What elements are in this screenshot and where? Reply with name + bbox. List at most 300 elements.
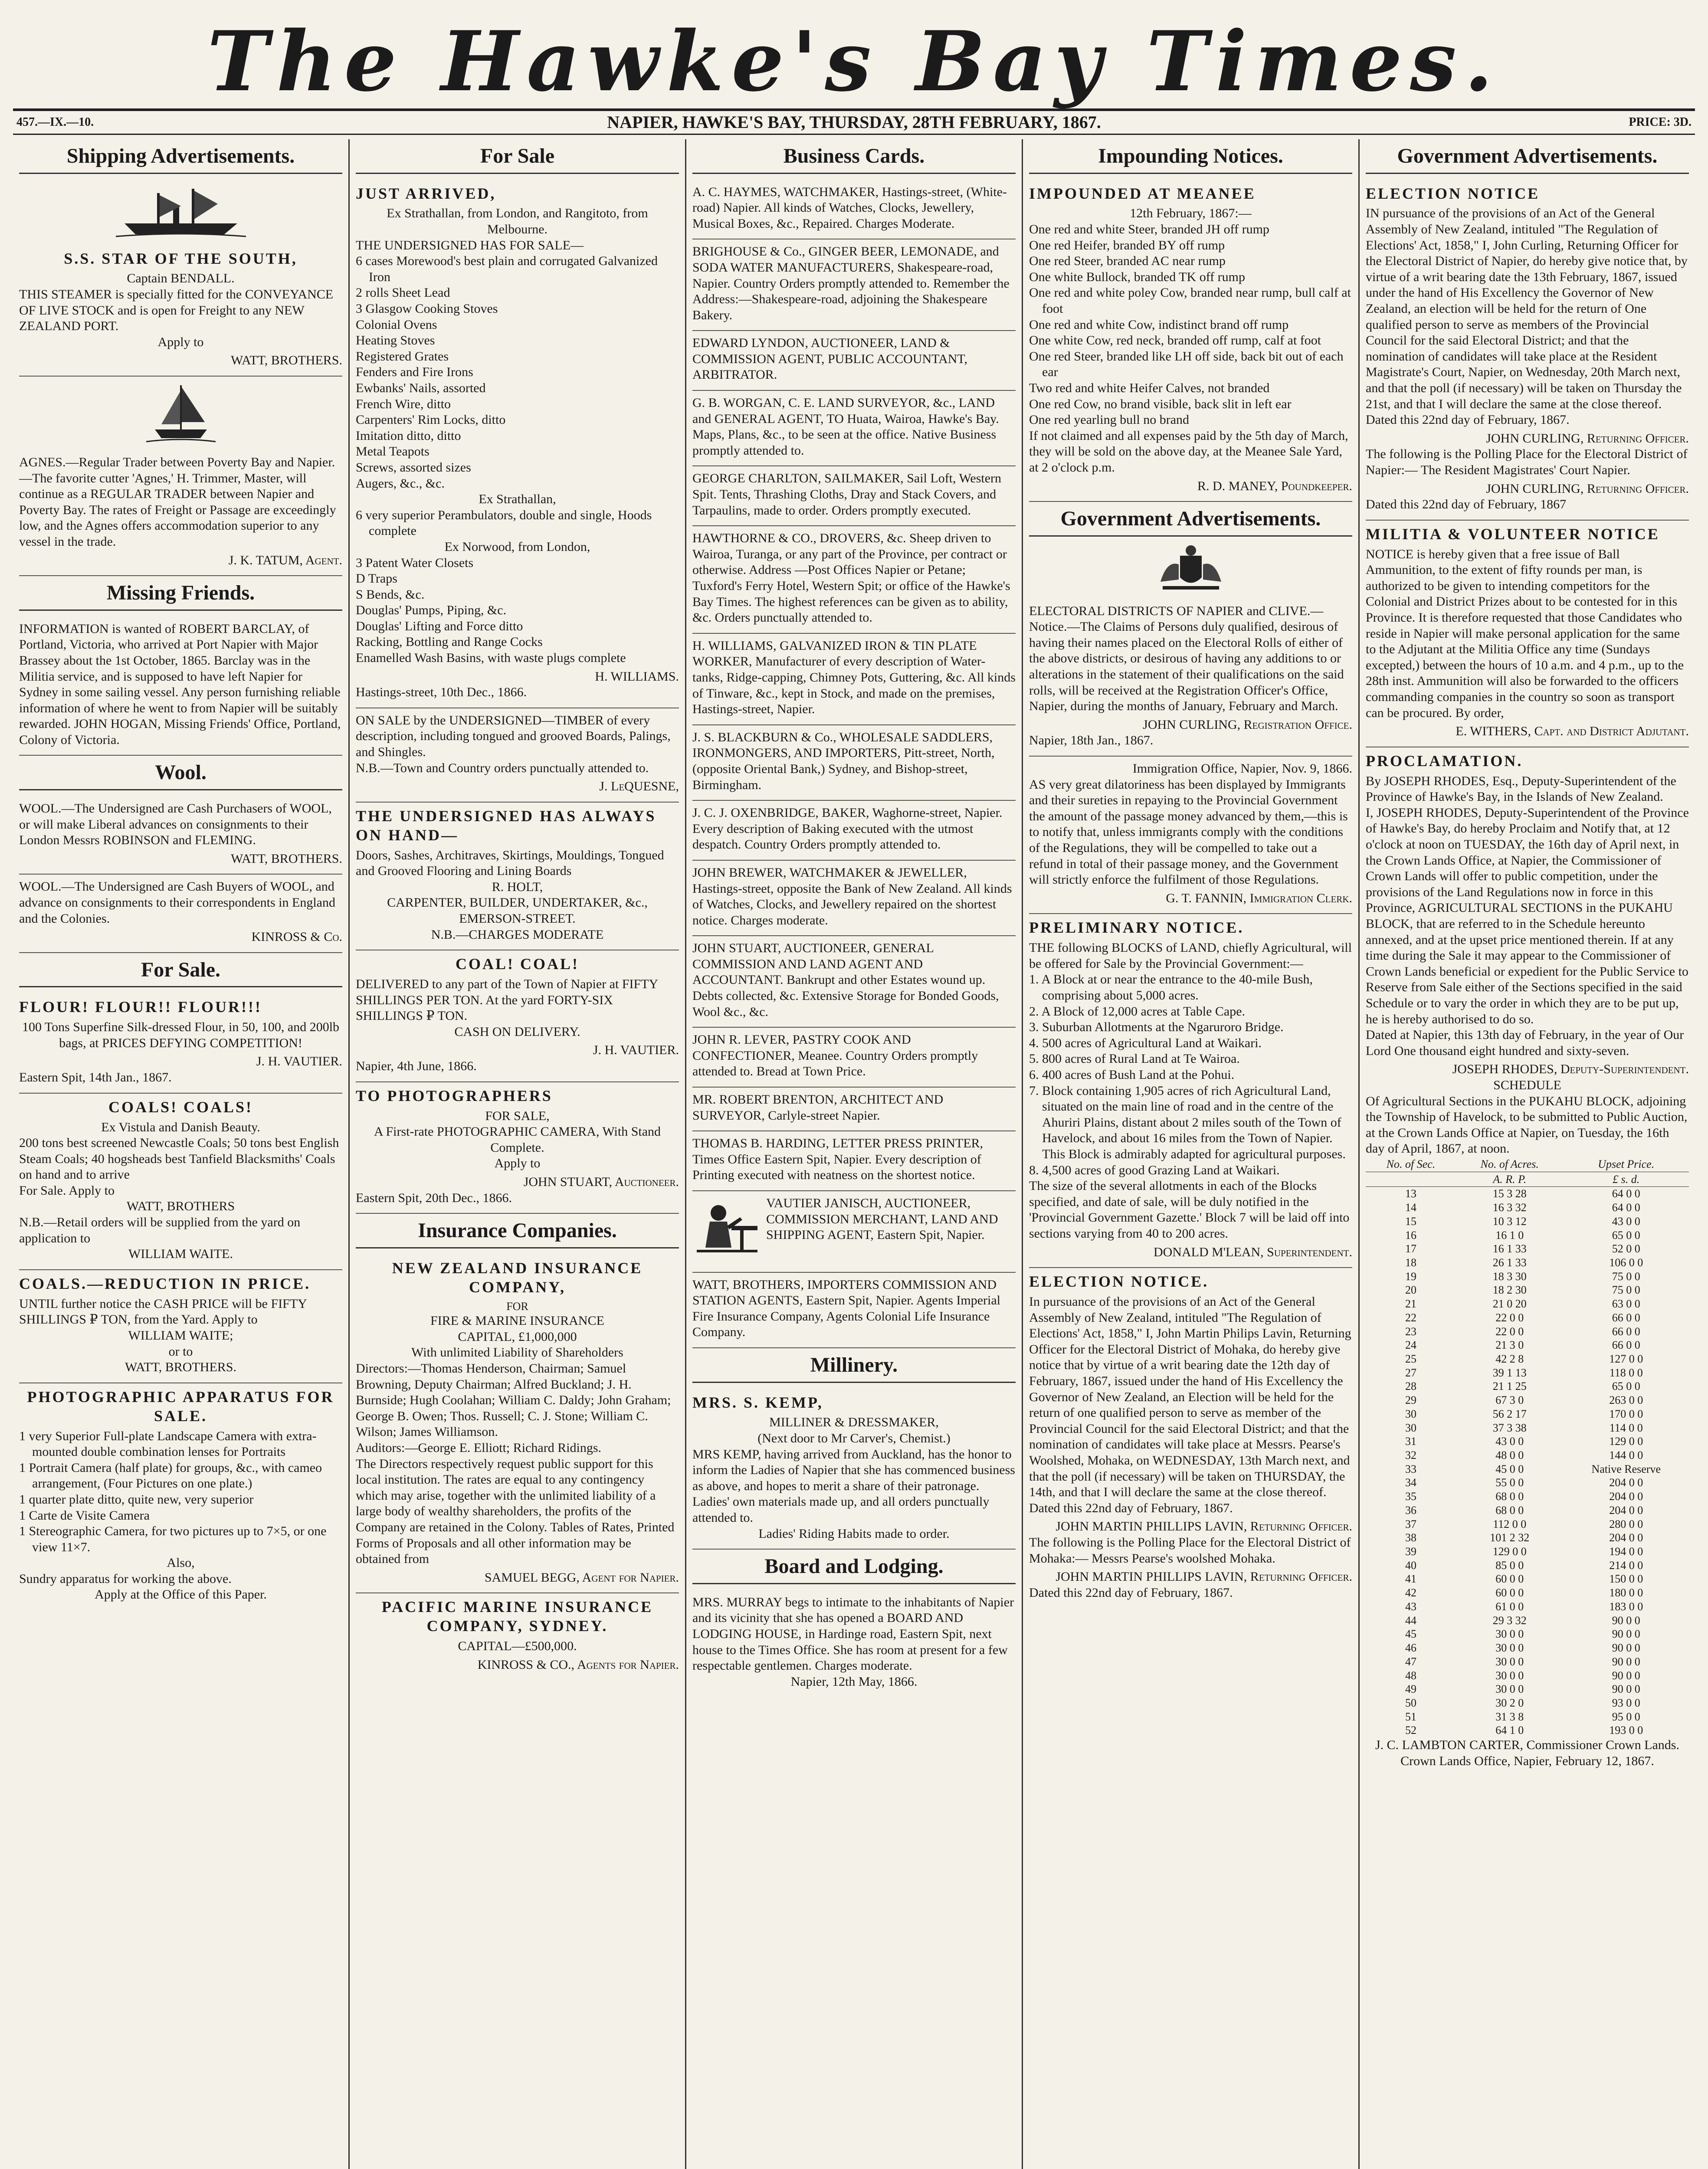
ad-body: UNTIL further notice the CASH PRICE will be FIFTY SHILLINGS ₽ TON, from the Yard. Apply to — [19, 1296, 307, 1327]
table-row — [1366, 1229, 1689, 1242]
list-item: Ewbanks' Nails, assorted — [356, 380, 486, 395]
dateline — [13, 108, 1695, 135]
ad-to-photographers — [356, 1082, 679, 1214]
ad-note: N.B.—CHARGES MODERATE — [431, 927, 604, 942]
table-cell: 18 2 30 — [1492, 1284, 1527, 1297]
section-title-wool: Wool. — [19, 756, 342, 790]
business-card: J. C. J. OXENBRIDGE, BAKER, Waghorne-street, Napier. Every description of Baking executed with the utmost despatch. Country Orders promptly attended to. — [692, 801, 1016, 861]
list-item: S Bends, &c. — [356, 587, 425, 602]
table-cell: 204 0 0 — [1609, 1504, 1643, 1517]
ad-agnes — [19, 450, 342, 576]
table-cell: 90 0 0 — [1612, 1614, 1640, 1627]
list-item: One red yearling bull no brand — [1029, 413, 1190, 427]
ad-signature: R. D. MANEY, Poundkeeper. — [1197, 478, 1352, 493]
ad-heading: ELECTION NOTICE. — [1029, 1273, 1209, 1291]
ad-note: Ladies' own materials made up, and all orders punctually attended to. — [692, 1494, 990, 1525]
masthead — [13, 0, 1695, 108]
ad-body: Doors, Sashes, Architraves, Skirtings, Mouldings, Tongued and Grooved Flooring and Lining Boards — [356, 848, 664, 878]
ad-list — [356, 253, 679, 491]
list-item: 6. 400 acres of Bush Land at the Pohui. — [1029, 1068, 1235, 1082]
table-cell: 48 — [1405, 1669, 1417, 1682]
list-item: 3. Suburban Allotments at the Ngaruroro Bridge. — [1029, 1020, 1284, 1035]
table-cell: 31 — [1405, 1435, 1417, 1448]
business-card: EDWARD LYNDON, AUCTIONEER, LAND & COMMISSION AGENT, PUBLIC ACCOUNTANT, ARBITRATOR. — [692, 331, 1016, 391]
list-item: D Traps — [356, 571, 397, 586]
ad-list — [356, 508, 679, 539]
table-cell: 127 0 0 — [1609, 1352, 1643, 1365]
business-card: THOMAS B. HARDING, LETTER PRESS PRINTER, Times Office Eastern Spit, Napier. Every description of Printing executed with neatness on the shortest notice. — [692, 1131, 1016, 1191]
ad-signature: H. WILLIAMS. — [595, 669, 679, 684]
ad-subheading: Ex Strathallan, — [479, 492, 556, 507]
ad-heading: IMPOUNDED AT MEANEE — [1029, 184, 1256, 202]
table-row — [1366, 1655, 1689, 1669]
table-cell: 41 — [1405, 1573, 1417, 1586]
table-row — [1366, 1256, 1689, 1270]
section-title-government: Government Advertisements. — [1366, 139, 1689, 174]
ad-by: By JOSEPH RHODES, Esq., Deputy-Superintendent of the Province of Hawke's Bay, in the Islands of New Zealand. — [1366, 773, 1676, 804]
ad-body: ELECTORAL DISTRICTS OF NAPIER and CLIVE.—Notice.—The Claims of Persons duly qualified, desirous of having their names placed on the Electoral Rolls of either of the above districts, or desirous of having any additions to or alterations in the statement of their qualifications on the said rolls, will be received at the Registration Officer's Office, Napier, during the months of January, February and March. — [1029, 603, 1344, 714]
list-item: Douglas' Pumps, Piping, &c. — [356, 603, 507, 618]
ad-body: 100 Tons Superfine Silk-dressed Flour, in 50, 100, and 200lb bags, at PRICES DEFYING COMPETITION! — [22, 1020, 340, 1050]
table-cell: 150 0 0 — [1609, 1573, 1643, 1586]
table-cell: 17 — [1405, 1242, 1417, 1255]
table-cell: 180 0 0 — [1609, 1586, 1643, 1599]
table-cell: 75 0 0 — [1612, 1284, 1640, 1297]
ad-star-of-south — [19, 245, 342, 377]
ad-list — [1029, 222, 1352, 428]
list-item: One red and white Steer, branded JH off rump — [1029, 222, 1269, 237]
table-cell: 37 3 38 — [1492, 1421, 1527, 1434]
table-cell: 14 — [1405, 1201, 1417, 1214]
list-item: 2 rolls Sheet Lead — [356, 285, 450, 300]
column-5 — [1360, 139, 1695, 2169]
ad-auditors: Auditors:—George E. Elliott; Richard Ridings. — [356, 1440, 602, 1455]
list-item: Douglas' Lifting and Force ditto — [356, 619, 523, 633]
ad-apply: For Sale. Apply to — [19, 1183, 115, 1198]
ad-heading: S.S. STAR OF THE SOUTH, — [64, 249, 298, 267]
list-item: Two red and white Heifer Calves, not branded — [1029, 380, 1270, 395]
table-cell: 65 0 0 — [1612, 1380, 1640, 1393]
table-row — [1366, 1325, 1689, 1339]
table-row — [1366, 1614, 1689, 1628]
table-row — [1366, 1531, 1689, 1545]
ad-date: Napier, 18th Jan., 1867. — [1029, 733, 1154, 748]
table-cell: 44 — [1405, 1614, 1417, 1627]
section-title-shipping: Shipping Advertisements. — [19, 139, 342, 174]
ad-date: Napier, 4th June, 1866. — [356, 1059, 477, 1074]
ad-list — [19, 1429, 342, 1587]
ad-signature: JOHN STUART, Auctioneer. — [523, 1174, 679, 1189]
list-item: 6 cases Morewood's best plain and corrugated Galvanized Iron — [356, 254, 658, 284]
table-subheader-row — [1366, 1172, 1689, 1187]
table-header: No. of Acres. — [1456, 1157, 1563, 1172]
table-cell: 64 0 0 — [1612, 1187, 1640, 1200]
ad-note: CASH ON DELIVERY. — [454, 1024, 580, 1039]
table-row — [1366, 1462, 1689, 1476]
ad-subheading: FIRE & MARINE INSURANCE — [430, 1314, 604, 1328]
list-item: 5. 800 acres of Rural Land at Te Wairoa. — [1029, 1052, 1240, 1066]
table-header: Upset Price. — [1563, 1157, 1689, 1172]
table-cell: 35 — [1405, 1490, 1417, 1503]
business-card: BRIGHOUSE & Co., GINGER BEER, LEMONADE, and SODA WATER MANUFACTURERS, Shakespeare-road, Napier. Country Orders promptly attended to. Remember the Address:—Shakespeare-road, adjoining the Shakespeare Bakery. — [692, 239, 1016, 331]
table-cell: 61 0 0 — [1495, 1600, 1524, 1613]
table-cell: 204 0 0 — [1609, 1490, 1643, 1503]
place-date: NAPIER, HAWKE'S BAY, THURSDAY, 28TH FEBRUARY, 1867. — [607, 112, 1101, 132]
ad-heading: TO PHOTOGRAPHERS — [356, 1087, 553, 1104]
ad-heading: MRS. S. KEMP, — [692, 1393, 823, 1411]
ad-just-arrived — [356, 180, 679, 708]
ad-wool-2 — [19, 875, 342, 953]
table-cell: 63 0 0 — [1612, 1297, 1640, 1311]
ad-election-napier — [1366, 180, 1689, 521]
ad-immigration — [1029, 757, 1352, 914]
table-cell: 36 — [1405, 1504, 1417, 1517]
table-cell: 39 — [1405, 1545, 1417, 1558]
list-item: Also, — [167, 1556, 195, 1570]
ad-flour — [19, 993, 342, 1093]
column-2 — [350, 139, 686, 2169]
ad-subheading: Ex Norwood, from London, — [444, 539, 590, 554]
table-cell: 75 0 0 — [1612, 1270, 1640, 1283]
ad-body: NOTICE is hereby given that a free issue of Ball Ammunition, to the extent of fifty rounds per man, is authorized to be given to intending competitors for the Colonial and District Prizes about to be contested for in this Province. It is therefore requested that those Candidates who reside in Napier will make personal application for the same to the Adjutant at the Militia Office any time (Sundays excepted,) between the hours of 10 a.m. and 4 p.m., up to the 28th inst. Ammunition will also be forwarded to the officers commanding companies in the country so soon as transport can be procured. By order, — [1366, 547, 1684, 720]
table-cell: 68 0 0 — [1495, 1504, 1524, 1517]
table-cell: 60 0 0 — [1495, 1586, 1524, 1599]
table-cell: 48 0 0 — [1495, 1449, 1524, 1462]
table-cell: 28 — [1405, 1380, 1417, 1393]
ad-militia — [1366, 521, 1689, 747]
list-item: One red Heifer, branded BY off rump — [1029, 238, 1225, 252]
list-item: Metal Teapots — [356, 444, 429, 459]
list-item: 3 Patent Water Closets — [356, 555, 474, 570]
list-item: 7. Block containing 1,905 acres of rich Agricultural Land, situated on the main line of road and in the centre of the Ahuriri Plains, distant about 2 miles south of the Town of Havelock, and about 16 miles from the Town of Napier. This Block is admirably adapted for agricultural purposes. — [1029, 1083, 1346, 1161]
table-cell: 22 — [1405, 1311, 1417, 1324]
table-cell: 95 0 0 — [1612, 1710, 1640, 1723]
list-item: Fenders and Fire Irons — [356, 365, 473, 380]
table-cell: 30 0 0 — [1495, 1669, 1524, 1682]
schedule-heading: SCHEDULE — [1493, 1078, 1561, 1092]
ad-signature: J. H. VAUTIER. — [593, 1043, 679, 1058]
ad-preliminary-notice — [1029, 914, 1352, 1268]
ad-date: Dated this 22nd day of February, 1867 — [1366, 497, 1567, 512]
schedule-table-body — [1366, 1187, 1689, 1737]
table-cell: 23 — [1405, 1325, 1417, 1338]
list-item: 8. 4,500 acres of good Grazing Land at Waikari. — [1029, 1163, 1280, 1177]
ad-heading: COALS! COALS! — [108, 1098, 253, 1116]
table-cell: 18 3 30 — [1492, 1270, 1527, 1283]
table-cell: 15 — [1405, 1215, 1417, 1228]
ad-impounded — [1029, 180, 1352, 502]
ad-dated: Dated at Napier, this 13th day of February, in the year of Our Lord One thousand eight hundred and sixty-seven. — [1366, 1028, 1684, 1058]
ad-poll: The following is the Polling Place for the Electoral District of Napier:— The Resident Magistrates' Court Napier. — [1366, 447, 1688, 477]
table-row — [1366, 1696, 1689, 1710]
ad-note: N.B.—Retail orders will be supplied from the yard on application to — [19, 1215, 301, 1245]
ad-electoral-districts — [1029, 599, 1352, 757]
section-title-board-lodging: Board and Lodging. — [692, 1550, 1016, 1584]
ad-heading: NEW ZEALAND INSURANCE COMPANY, — [392, 1259, 643, 1296]
table-cell: 30 0 0 — [1495, 1655, 1524, 1668]
table-cell: 43 0 0 — [1612, 1215, 1640, 1228]
table-row — [1366, 1586, 1689, 1600]
table-cell: 112 0 0 — [1493, 1517, 1527, 1530]
schedule-date: Crown Lands Office, Napier, February 12, 1867. — [1400, 1753, 1654, 1768]
ad-directors: Directors:—Thomas Henderson, Chairman; Samuel Browning, Deputy Chairman; Alfred Buckland; J. H. Burnside; Hugh Coolahan; William C. Daldy; John Graham; George B. Owen; Thos. Russell; C. J. Stone; William C. Wilson; James Williamson. — [356, 1361, 671, 1439]
table-cell: 49 — [1405, 1683, 1417, 1696]
table-subheader: A. R. P. — [1456, 1172, 1563, 1187]
table-cell: 10 3 12 — [1492, 1215, 1527, 1228]
schedule-table — [1366, 1157, 1689, 1737]
table-cell: 90 0 0 — [1612, 1628, 1640, 1641]
ad-signature: WILLIAM WAITE. — [128, 1247, 233, 1261]
list-item: 2. A Block of 12,000 acres at Table Cape. — [1029, 1004, 1246, 1019]
ad-heading: MILITIA & VOLUNTEER NOTICE — [1366, 525, 1660, 543]
ad-body: THIS STEAMER is specially fitted for the CONVEYANCE OF LIVE STOCK and is open for Freight to any NEW ZEALAND PORT. — [19, 287, 334, 334]
table-cell: 22 0 0 — [1495, 1311, 1524, 1324]
table-cell: 20 — [1405, 1284, 1417, 1297]
ad-capital: CAPITAL, £1,000,000 — [458, 1329, 577, 1344]
ad-coal — [356, 950, 679, 1082]
price: PRICE: 3D. — [1629, 115, 1692, 129]
table-row — [1366, 1627, 1689, 1641]
table-row — [1366, 1723, 1689, 1737]
ad-signature: R. HOLT, — [492, 879, 543, 894]
ad-heading: PACIFIC MARINE INSURANCE COMPANY, SYDNEY. — [381, 1598, 653, 1635]
ad-date: Eastern Spit, 20th Dec., 1866. — [356, 1190, 512, 1205]
table-cell: 18 — [1405, 1256, 1417, 1269]
ad-intro: THE UNDERSIGNED HAS FOR SALE— — [356, 238, 584, 252]
business-card-auctioneer — [692, 1191, 1016, 1273]
auctioneer-illustration-icon — [692, 1196, 762, 1265]
ad-signature: KINROSS & CO., Agents for Napier. — [477, 1657, 679, 1672]
list-item: One red Cow, no brand visible, back slit in left ear — [1029, 396, 1292, 411]
table-cell: 118 0 0 — [1609, 1366, 1643, 1379]
table-cell: 34 — [1405, 1476, 1417, 1489]
table-row — [1366, 1338, 1689, 1352]
ad-body: I, JOSEPH RHODES, Deputy-Superintendent of the Province of Hawke's Bay, do hereby Proclaim and Notify that, at 12 o'clock at noon on TUESDAY, the 16th day of April next, in the Crown Lands Office, at Napier, the Commissioner of Crown Lands will offer to public competition, under the provisions of the Land Regulations now in force in this Province, AGRICULTURAL SECTIONS in the PUKAHU BLOCK, that are referred to in the Schedule hereunto annexed, and at the upset price mentioned therein. If at any time during the Sale it may appear to the Commissioner of Crown Lands beneficial or expedient for the Public Service to Reserve from Sale either of the Sections specified in the said Schedule or to vary the order in which they are to be put up, he is hereby authorised to do so. — [1366, 805, 1689, 1026]
table-cell: 65 0 0 — [1612, 1229, 1640, 1242]
ad-subheading: Ex Vistula and Danish Beauty. — [101, 1120, 260, 1134]
table-row — [1366, 1283, 1689, 1297]
ad-body: AGNES.—Regular Trader between Poverty Bay and Napier.—The favorite cutter 'Agnes,' H. Trimmer, Master, will continue as a REGULAR TRADER between Napier and Poverty Bay. The rates of Freight or Passage are exceedingly low, and the Agnes offers accommodation superior to any vessel in the trade. — [19, 455, 336, 549]
ad-body: WOOL.—The Undersigned are Cash Buyers of WOOL, and advance on consignments to their correspondents in England and the Colonies. — [19, 879, 335, 926]
table-cell: 50 — [1405, 1696, 1417, 1709]
table-cell: 42 2 8 — [1495, 1352, 1524, 1365]
table-cell: 46 — [1405, 1641, 1417, 1655]
table-cell: 85 0 0 — [1495, 1559, 1524, 1572]
list-item: Imitation ditto, ditto — [356, 428, 461, 443]
ad-subheading: FOR SALE, — [485, 1108, 550, 1123]
table-cell: 90 0 0 — [1612, 1641, 1640, 1655]
ad-heading: PHOTOGRAPHIC APPARATUS FOR SALE. — [27, 1388, 334, 1425]
ad-signature: JOSEPH RHODES, Deputy-Superintendent. — [1452, 1062, 1689, 1077]
ad-body: The Directors respectively request public support for this local institution. The rates are equal to any contingency which may arise, together with the unlimited liability of a large body of wealthy shareholders, the profits of the Company are retained in the Colony. Tables of Rates, Printed Forms of Proposals and all other information may be obtained from — [356, 1456, 675, 1566]
business-card-text: VAUTIER JANISCH, AUCTIONEER, COMMISSION MERCHANT, LAND AND SHIPPING AGENT, Eastern Spit, Napier. — [766, 1196, 998, 1242]
business-card: H. WILLIAMS, GALVANIZED IRON & TIN PLATE WORKER, Manufacturer of every description of Water-tanks, Ridge-capping, Chimney Pots, Guttering, &c. All kinds of Tinware, &c., kept in Stock, and made on the premises, Hastings-street, Napier. — [692, 634, 1016, 725]
table-row — [1366, 1572, 1689, 1586]
ad-list — [356, 555, 679, 666]
table-row — [1366, 1215, 1689, 1229]
list-item: Augers, &c., &c. — [356, 476, 445, 491]
table-row — [1366, 1393, 1689, 1407]
table-cell: 55 0 0 — [1495, 1476, 1524, 1489]
list-item: One white Bullock, branded TK off rump — [1029, 269, 1245, 284]
table-row — [1366, 1641, 1689, 1655]
ad-heading: PRELIMINARY NOTICE. — [1029, 919, 1244, 937]
table-cell: 66 0 0 — [1612, 1311, 1640, 1324]
ad-signature: SAMUEL BEGG, Agent for Napier. — [484, 1570, 679, 1585]
table-row — [1366, 1407, 1689, 1421]
ad-coals-reduction — [19, 1270, 342, 1383]
business-card: WATT, BROTHERS, IMPORTERS COMMISSION AND STATION AGENTS, Eastern Spit, Napier. Agents Imperial Fire Insurance Company, Agents Colonial Life Insurance Company. — [692, 1273, 1016, 1348]
table-cell: 13 — [1405, 1187, 1417, 1200]
ad-signature: KINROSS & Co. — [251, 930, 342, 944]
table-cell: 38 — [1405, 1531, 1417, 1544]
schedule-intro: Of Agricultural Sections in the PUKAHU BLOCK, adjoining the Township of Havelock, to be submitted to Public Auction, at the Crown Lands Office at Napier, on Tuesday, the 16th day of April, 1867, at noon. — [1366, 1094, 1688, 1156]
table-cell: 16 1 0 — [1495, 1229, 1524, 1242]
table-cell: 21 1 25 — [1492, 1380, 1527, 1393]
ad-intro: THE following BLOCKS of LAND, chiefly Agricultural, will be offered for Sale by the Provincial Government:— — [1029, 940, 1352, 971]
business-card: A. C. HAYMES, WATCHMAKER, Hastings-street, (White-road) Napier. All kinds of Watches, Clocks, Jewellery, Musical Boxes, &c., Repaired. Charges Moderate. — [692, 180, 1016, 240]
table-row — [1366, 1201, 1689, 1215]
list-item: 3 Glasgow Cooking Stoves — [356, 301, 498, 316]
table-row — [1366, 1435, 1689, 1448]
columns — [13, 139, 1695, 2169]
ad-signature: JOHN MARTIN PHILLIPS LAVIN, Returning Officer. — [1056, 1519, 1352, 1534]
ad-body: ON SALE by the UNDERSIGNED—TIMBER of every description, including tongued and grooved Boards, Palings, and Shingles. — [356, 713, 671, 760]
ad-signature: G. T. FANNIN, Immigration Clerk. — [1166, 891, 1352, 905]
ad-date: Dated this 22nd day of February, 1867. — [1029, 1585, 1233, 1600]
ad-holt — [356, 803, 679, 950]
table-cell: 170 0 0 — [1609, 1407, 1643, 1420]
table-cell: 204 0 0 — [1609, 1476, 1643, 1489]
table-cell: 204 0 0 — [1609, 1531, 1643, 1544]
ad-signature: J. LeQUESNE, — [599, 779, 679, 794]
table-cell: 193 0 0 — [1609, 1724, 1643, 1737]
list-item: One red Steer, branded AC near rump — [1029, 254, 1226, 269]
table-cell: 43 0 0 — [1495, 1435, 1524, 1448]
table-row — [1366, 1352, 1689, 1366]
list-item: 1 Carte de Visite Camera — [19, 1508, 150, 1523]
ad-subheading: Ex Strathallan, from London, and Rangitoto, from Melbourne. — [387, 206, 648, 237]
ad-date: Hastings-street, 10th Dec., 1866. — [356, 685, 527, 700]
table-cell: 21 3 0 — [1495, 1339, 1524, 1352]
table-cell: 24 — [1405, 1339, 1417, 1352]
table-row — [1366, 1600, 1689, 1614]
ad-or: or to — [168, 1344, 193, 1359]
business-card: JOHN STUART, AUCTIONEER, GENERAL COMMISSION AND LAND AGENT AND ACCOUNTANT. Bankrupt and other Estates wound up. Debts collected, &c. Extensive Storage for Bonded Goods, Wool &c., &c. — [692, 936, 1016, 1028]
ad-heading: PROCLAMATION. — [1366, 752, 1523, 770]
ad-signature: J. H. VAUTIER. — [256, 1054, 342, 1069]
table-cell: 26 1 33 — [1492, 1256, 1527, 1269]
ad-subheading: MILLINER & DRESSMAKER, — [769, 1415, 939, 1430]
table-cell: 43 — [1405, 1600, 1417, 1613]
table-cell: 52 0 0 — [1612, 1242, 1640, 1255]
ad-date: Napier, 12th May, 1866. — [790, 1674, 918, 1689]
list-item: 1 Stereographic Camera, for two pictures up to 7×5, or one view 11×7. — [19, 1524, 327, 1554]
table-row — [1366, 1187, 1689, 1201]
list-item: 4. 500 acres of Agricultural Land at Waikari. — [1029, 1035, 1262, 1050]
table-cell: 31 3 8 — [1495, 1710, 1524, 1723]
table-cell: 129 0 0 — [1609, 1435, 1643, 1448]
ad-poll: The following is the Polling Place for the Electoral District of Mohaka:— Messrs Pearse's woolshed Mohaka. — [1029, 1535, 1351, 1566]
table-row — [1366, 1379, 1689, 1393]
table-cell: 21 — [1405, 1297, 1417, 1311]
ad-body: INFORMATION is wanted of ROBERT BARCLAY, of Portland, Victoria, who arrived at Port Napier with Major Brassey about the 1st October, 1865. Barclay was in the Militia service, and is supposed to have left Napier for Sydney in some sailing vessel. Any person furnishing reliable information of where he went to from Napier will be suitably rewarded. JOHN HOGAN, Missing Friends' Office, Portland, Colony of Victoria. — [19, 621, 341, 747]
table-header: No. of Sec. — [1366, 1157, 1456, 1172]
ad-apply: Apply to — [494, 1156, 541, 1171]
table-cell: 45 — [1405, 1628, 1417, 1641]
business-card: HAWTHORNE & CO., DROVERS, &c. Sheep driven to Wairoa, Turanga, or any part of the Province, per contract or otherwise. Address —Post Offices Napier or Petane; Tuxford's Ferry Hotel, Western Spit; or office of the Hawke's Bay Times. The highest references can be given as to ability, &c. Orders punctually attended to. — [692, 526, 1016, 634]
table-cell: 25 — [1405, 1352, 1417, 1365]
ad-proclamation — [1366, 747, 1689, 1776]
ad-liability: With unlimited Liability of Shareholders — [411, 1345, 623, 1360]
ad-body: AS very great dilatoriness has been displayed by Immigrants and their sureties in repaying to the Provincial Government the amount of the passage money advanced by them,—this is to notify that, unless immigrants comply with the conditions of the Regulations, they will be compelled to take out a refund in total of their passage money, and the Government will strictly enforce the fulfilment of those Regulations. — [1029, 777, 1348, 887]
ad-signature: WATT, BROTHERS. — [125, 1360, 236, 1375]
table-cell: 183 0 0 — [1609, 1600, 1643, 1613]
list-item: 1. A Block at or near the entrance to the 40-mile Bush, comprising about 5,000 acres. — [1029, 972, 1313, 1003]
ad-signature: WILLIAM WAITE; — [128, 1328, 233, 1343]
sailing-ship-icon — [19, 381, 342, 446]
table-cell: 64 0 0 — [1612, 1201, 1640, 1214]
table-row — [1366, 1545, 1689, 1559]
ad-body: MRS. MURRAY begs to intimate to the inhabitants of Napier and its vicinity that she has opened a BOARD AND LODGING HOUSE, in Hardinge road, Eastern Spit, next house to the Times Office. She has room at present for a few respectable gentlemen. Charges moderate. — [692, 1595, 1014, 1673]
table-cell: 30 0 0 — [1495, 1628, 1524, 1641]
table-row — [1366, 1669, 1689, 1683]
table-cell: 90 0 0 — [1612, 1683, 1640, 1696]
ad-note: Ladies' Riding Habits made to order. — [758, 1526, 950, 1541]
table-subheader: £ s. d. — [1563, 1172, 1689, 1187]
column-4 — [1023, 139, 1360, 2169]
table-cell: 30 — [1405, 1407, 1417, 1420]
ad-heading: ELECTION NOTICE — [1366, 184, 1540, 202]
ad-coals — [19, 1094, 342, 1270]
table-cell: 30 — [1405, 1421, 1417, 1434]
table-cell: 16 3 32 — [1492, 1201, 1527, 1214]
table-cell: 30 0 0 — [1495, 1641, 1524, 1655]
ad-date: Eastern Spit, 14th Jan., 1867. — [19, 1070, 172, 1084]
table-cell: 30 2 0 — [1495, 1696, 1524, 1709]
table-row — [1366, 1476, 1689, 1490]
table-cell: 106 0 0 — [1609, 1256, 1643, 1269]
table-cell: 66 0 0 — [1612, 1325, 1640, 1338]
list-item: Racking, Bottling and Range Cocks — [356, 635, 543, 649]
ad-heading: Immigration Office, Napier, Nov. 9, 1866. — [1132, 761, 1352, 776]
business-card: J. S. BLACKBURN & Co., WHOLESALE SADDLERS, IRONMONGERS, AND IMPORTERS, Pitt-street, North, (opposite Oriental Bank,) Sydney, and Bishop-street, Birmingham. — [692, 725, 1016, 801]
list-item: 6 very superior Perambulators, double and single, Hoods complete — [356, 508, 652, 538]
ad-signature: JOHN CURLING, Registration Office. — [1143, 717, 1352, 732]
royal-coat-of-arms-icon — [1029, 543, 1352, 595]
ad-signature: J. K. TATUM, Agent. — [228, 553, 342, 567]
list-item: One red Steer, branded like LH off side, back bit out of each ear — [1029, 349, 1344, 380]
ad-body: IN pursuance of the provisions of an Act of the General Assembly of New Zealand, intituled "The Regulation of Elections' Act, 1858," I, John Curling, Returning Officer for the Electoral District of Napier, do hereby give notice that, by virtue of a writ bearing date the 13th February, 1867, issued under the hand of His Excellency the Governor of New Zealand, an election will be held for the return of One qualified person to serve as members of the Provincial Council for the said Electoral District; and that the nomination of candidates will take place at the Resident Magistrate's Court, Napier, on Wednesday, 20th March next, and that the poll (if necessary) will be taken on Thursday the 21st, and that I will declare the same at the close thereof. Dated this 22nd day of February, 1867. — [1366, 206, 1688, 427]
ad-heading: JUST ARRIVED, — [356, 184, 496, 202]
list-item: French Wire, ditto — [356, 396, 451, 411]
ad-for: FOR — [506, 1300, 528, 1313]
section-title-millinery: Millinery. — [692, 1348, 1016, 1383]
table-cell: 93 0 0 — [1612, 1696, 1640, 1709]
ad-heading: THE UNDERSIGNED HAS ALWAYS ON HAND— — [356, 807, 656, 844]
table-cell: 52 — [1405, 1724, 1417, 1737]
schedule-signature: J. C. LAMBTON CARTER, Commissioner Crown Lands. — [1375, 1738, 1679, 1753]
table-cell: 16 1 33 — [1492, 1242, 1527, 1255]
list-item: One red and white poley Cow, branded near rump, bull calf at foot — [1029, 285, 1351, 316]
column-3 — [686, 139, 1023, 2169]
table-header-row — [1366, 1157, 1689, 1172]
ad-signature: E. WITHERS, Capt. and District Adjutant. — [1456, 724, 1689, 739]
table-cell: 194 0 0 — [1609, 1545, 1643, 1558]
section-title-missing: Missing Friends. — [19, 576, 342, 611]
table-cell: 263 0 0 — [1609, 1394, 1643, 1407]
table-row — [1366, 1517, 1689, 1531]
